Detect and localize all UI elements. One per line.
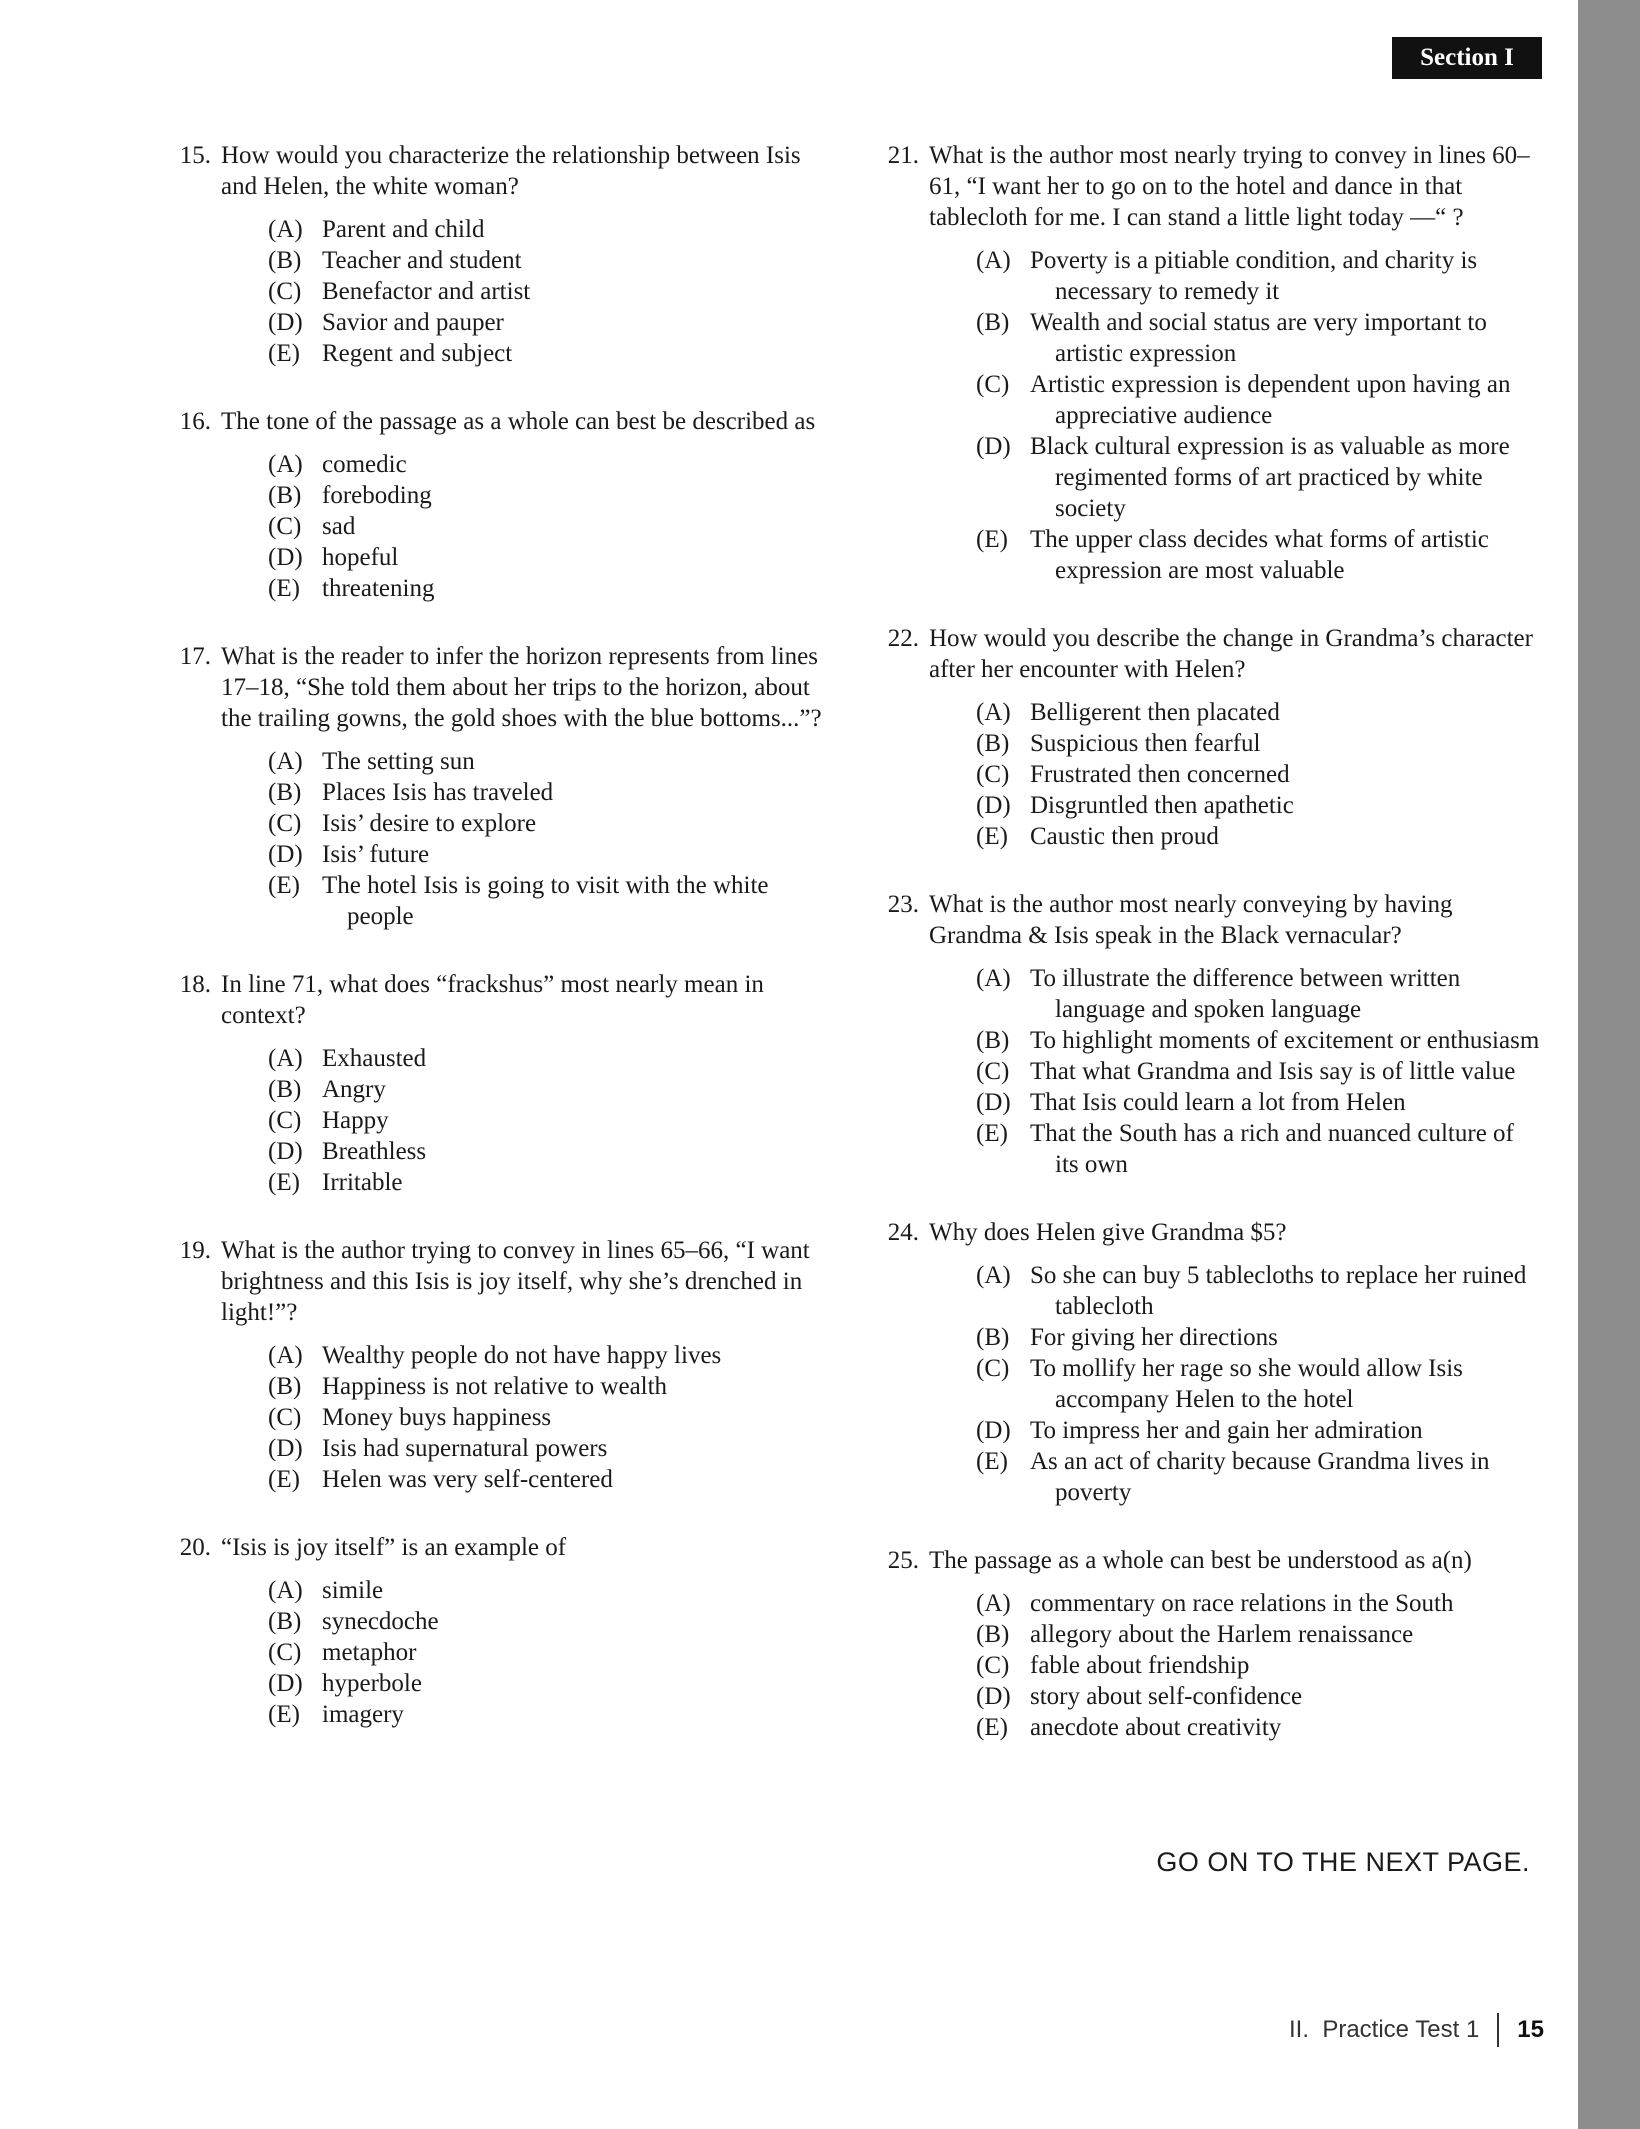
option-letter: (A) — [976, 699, 1011, 726]
option-text: Angry — [322, 1076, 386, 1103]
option-text: Isis had supernatural powers — [322, 1435, 608, 1462]
option-text: comedic — [322, 451, 407, 478]
question-text: The tone of the passage as a whole can best be described as — [221, 408, 816, 435]
question-number: 25. — [887, 1547, 919, 1574]
option-letter: (A) — [268, 1342, 303, 1369]
option-letter: (D) — [268, 1670, 303, 1697]
answer-option — [976, 963, 1542, 1025]
answer-option — [976, 1353, 1542, 1415]
option-letter: (D) — [268, 309, 303, 336]
option-text: Artistic expression is dependent upon having an appreciative audience — [1030, 371, 1511, 429]
option-text: Savior and pauper — [322, 309, 504, 336]
answer-option — [268, 777, 834, 808]
option-letter: (B) — [976, 309, 1010, 336]
answer-option — [268, 1606, 834, 1637]
answer-options — [976, 1260, 1542, 1508]
answer-option — [268, 839, 834, 870]
question-number: 22. — [887, 625, 919, 652]
question-text: What is the reader to infer the horizon represents from lines 17–18, “She told them about her trips to the horizon, about the trailing gowns, the gold shoes with the blue bottoms...”? — [221, 643, 822, 732]
question-item — [887, 1217, 1542, 1508]
answer-options — [976, 245, 1542, 586]
option-text: The upper class decides what forms of artistic expression are most valuable — [1030, 526, 1489, 584]
answer-option — [976, 759, 1542, 790]
question-text: What is the author trying to convey in lines 65–66, “I want brightness and this Isis is joy itself, why she’s drenched in light!”? — [221, 1237, 810, 1326]
option-letter: (A) — [976, 1590, 1011, 1617]
option-letter: (B) — [268, 779, 302, 806]
answer-options — [268, 1043, 834, 1198]
option-letter: (A) — [976, 1262, 1011, 1289]
left-column — [174, 140, 834, 1730]
option-text: allegory about the Harlem renaissance — [1030, 1621, 1414, 1648]
page-edge-bar — [1578, 0, 1640, 2129]
answer-option — [268, 1433, 834, 1464]
option-text: Suspicious then fearful — [1030, 730, 1261, 757]
option-text: Places Isis has traveled — [322, 779, 554, 806]
option-letter: (A) — [268, 451, 303, 478]
option-letter: (D) — [268, 1138, 303, 1165]
option-letter: (C) — [268, 513, 302, 540]
option-text: Regent and subject — [322, 340, 513, 367]
option-text: For giving her directions — [1030, 1324, 1278, 1351]
question-text: The passage as a whole can best be understood as a(n) — [929, 1547, 1472, 1574]
answer-option — [976, 790, 1542, 821]
right-column — [882, 140, 1542, 1743]
option-letter: (E) — [268, 1169, 300, 1196]
option-text: Belligerent then placated — [1030, 699, 1280, 726]
option-text: The setting sun — [322, 748, 475, 775]
option-letter: (C) — [268, 1404, 302, 1431]
question-item — [887, 623, 1542, 852]
answer-option — [976, 1025, 1542, 1056]
option-letter: (E) — [976, 1120, 1008, 1147]
option-text: Disgruntled then apathetic — [1030, 792, 1294, 819]
question-text: In line 71, what does “frackshus” most nearly mean in context? — [221, 971, 764, 1029]
answer-option — [976, 245, 1542, 307]
answer-option — [976, 431, 1542, 524]
question-stem — [887, 140, 1542, 233]
answer-options — [976, 1588, 1542, 1743]
go-on-notice: GO ON TO THE NEXT PAGE. — [1156, 1847, 1530, 1877]
option-text: To impress her and gain her admiration — [1030, 1417, 1423, 1444]
answer-option — [976, 1619, 1542, 1650]
option-letter: (C) — [268, 1107, 302, 1134]
answer-option — [268, 1074, 834, 1105]
answer-option — [976, 1260, 1542, 1322]
answer-option — [976, 1681, 1542, 1712]
question-stem — [887, 889, 1542, 951]
option-text: commentary on race relations in the South — [1030, 1590, 1454, 1617]
answer-options — [268, 746, 834, 932]
answer-option — [268, 1043, 834, 1074]
question-text: How would you describe the change in Grandma’s character after her encounter with Helen? — [929, 625, 1533, 683]
answer-option — [976, 697, 1542, 728]
option-letter: (A) — [976, 965, 1011, 992]
option-text: Wealthy people do not have happy lives — [322, 1342, 722, 1369]
footer-divider — [1497, 2013, 1499, 2047]
option-text: Parent and child — [322, 216, 485, 243]
answer-option — [976, 1118, 1542, 1180]
option-text: simile — [322, 1577, 384, 1604]
option-text: sad — [322, 513, 356, 540]
option-letter: (B) — [976, 730, 1010, 757]
question-text: What is the author most nearly conveying by having Grandma & Isis speak in the Black vernacular? — [929, 891, 1453, 949]
answer-option — [268, 1575, 834, 1606]
question-stem — [887, 1217, 1542, 1248]
option-letter: (D) — [976, 1089, 1011, 1116]
option-letter: (D) — [976, 1417, 1011, 1444]
answer-option — [268, 214, 834, 245]
answer-option — [976, 728, 1542, 759]
option-letter: (D) — [268, 841, 303, 868]
option-text: Isis’ desire to explore — [322, 810, 537, 837]
answer-option — [976, 1322, 1542, 1353]
answer-option — [268, 245, 834, 276]
answer-option — [268, 1105, 834, 1136]
answer-option — [268, 1371, 834, 1402]
option-text: Happy — [322, 1107, 389, 1134]
question-text: What is the author most nearly trying to convey in lines 60–61, “I want her to go on to the hotel and dance in that tablecloth for me. I can stand a little light today —“ ? — [929, 142, 1530, 231]
option-letter: (C) — [268, 810, 302, 837]
option-letter: (C) — [976, 1652, 1010, 1679]
answer-option — [268, 1167, 834, 1198]
option-letter: (C) — [268, 278, 302, 305]
page-number: 15 — [1517, 2016, 1544, 2043]
question-stem — [887, 623, 1542, 685]
answer-option — [268, 870, 834, 932]
option-text: hopeful — [322, 544, 399, 571]
question-stem — [179, 1235, 834, 1328]
option-text: The hotel Isis is going to visit with the white people — [322, 872, 769, 930]
option-letter: (E) — [976, 1714, 1008, 1741]
option-letter: (E) — [976, 1448, 1008, 1475]
question-item — [179, 969, 834, 1198]
answer-option — [976, 1446, 1542, 1508]
answer-option — [268, 307, 834, 338]
question-number: 17. — [179, 643, 211, 670]
option-text: foreboding — [322, 482, 432, 509]
question-number: 16. — [179, 408, 211, 435]
option-letter: (E) — [268, 340, 300, 367]
option-text: Black cultural expression is as valuable as more regimented forms of art practiced by white society — [1030, 433, 1510, 522]
option-text: That the South has a rich and nuanced culture of its own — [1030, 1120, 1514, 1178]
answer-option — [976, 1415, 1542, 1446]
option-text: story about self-confidence — [1030, 1683, 1303, 1710]
answer-option — [268, 276, 834, 307]
question-stem — [179, 406, 834, 437]
answer-options — [268, 1575, 834, 1730]
answer-options — [976, 963, 1542, 1180]
answer-option — [268, 1136, 834, 1167]
answer-options — [976, 697, 1542, 852]
option-text: Exhausted — [322, 1045, 427, 1072]
answer-option — [268, 1637, 834, 1668]
option-letter: (E) — [268, 1466, 300, 1493]
answer-option — [268, 1699, 834, 1730]
answer-options — [268, 1340, 834, 1495]
option-letter: (B) — [976, 1324, 1010, 1351]
question-item — [887, 889, 1542, 1180]
page-footer — [1289, 2010, 1544, 2050]
option-text: As an act of charity because Grandma lives in poverty — [1030, 1448, 1490, 1506]
option-letter: (C) — [268, 1639, 302, 1666]
question-stem — [179, 1532, 834, 1563]
option-text: Breathless — [322, 1138, 427, 1165]
answer-option — [268, 573, 834, 604]
option-text: imagery — [322, 1701, 404, 1728]
option-letter: (B) — [268, 1608, 302, 1635]
option-letter: (D) — [976, 433, 1011, 460]
question-number: 18. — [179, 971, 211, 998]
option-letter: (E) — [976, 526, 1008, 553]
answer-option — [268, 511, 834, 542]
option-text: synecdoche — [322, 1608, 439, 1635]
option-letter: (C) — [976, 1355, 1010, 1382]
option-text: That Isis could learn a lot from Helen — [1030, 1089, 1406, 1116]
option-letter: (A) — [976, 247, 1011, 274]
option-letter: (A) — [268, 216, 303, 243]
option-letter: (B) — [976, 1027, 1010, 1054]
option-letter: (E) — [976, 823, 1008, 850]
answer-option — [976, 821, 1542, 852]
option-text: Frustrated then concerned — [1030, 761, 1290, 788]
answer-option — [268, 1340, 834, 1371]
answer-option — [268, 449, 834, 480]
option-letter: (B) — [976, 1621, 1010, 1648]
option-letter: (B) — [268, 247, 302, 274]
option-text: That what Grandma and Isis say is of little value — [1030, 1058, 1516, 1085]
option-text: anecdote about creativity — [1030, 1714, 1282, 1741]
question-item — [179, 641, 834, 932]
answer-option — [268, 542, 834, 573]
question-number: 20. — [179, 1534, 211, 1561]
answer-option — [976, 369, 1542, 431]
answer-option — [268, 480, 834, 511]
option-letter: (E) — [268, 1701, 300, 1728]
option-letter: (C) — [976, 761, 1010, 788]
question-text: Why does Helen give Grandma $5? — [929, 1219, 1287, 1246]
option-letter: (A) — [268, 1577, 303, 1604]
question-text: How would you characterize the relationship between Isis and Helen, the white woman? — [221, 142, 801, 200]
answer-option — [976, 1588, 1542, 1619]
answer-options — [268, 214, 834, 369]
option-letter: (D) — [268, 1435, 303, 1462]
option-letter: (E) — [268, 575, 300, 602]
option-text: Benefactor and artist — [322, 278, 531, 305]
answer-option — [976, 1712, 1542, 1743]
question-stem — [179, 641, 834, 734]
option-letter: (B) — [268, 1373, 302, 1400]
option-text: To illustrate the difference between written language and spoken language — [1030, 965, 1461, 1023]
option-text: hyperbole — [322, 1670, 422, 1697]
answer-option — [268, 1464, 834, 1495]
question-stem — [179, 140, 834, 202]
answer-option — [268, 338, 834, 369]
option-text: Happiness is not relative to wealth — [322, 1373, 668, 1400]
option-letter: (C) — [976, 1058, 1010, 1085]
question-number: 15. — [179, 142, 211, 169]
option-text: threatening — [322, 575, 435, 602]
option-letter: (C) — [976, 371, 1010, 398]
answer-option — [268, 808, 834, 839]
option-text: So she can buy 5 tablecloths to replace her ruined tablecloth — [1030, 1262, 1527, 1320]
question-item — [887, 1545, 1542, 1743]
option-text: To highlight moments of excitement or enthusiasm — [1030, 1027, 1540, 1054]
answer-option — [268, 1402, 834, 1433]
answer-option — [976, 1650, 1542, 1681]
option-text: Wealth and social status are very important to artistic expression — [1030, 309, 1487, 367]
question-item — [179, 140, 834, 369]
option-text: Irritable — [322, 1169, 403, 1196]
answer-option — [268, 746, 834, 777]
question-item — [179, 1235, 834, 1495]
option-letter: (A) — [268, 1045, 303, 1072]
option-text: Isis’ future — [322, 841, 430, 868]
option-letter: (E) — [268, 872, 300, 899]
question-item — [887, 140, 1542, 586]
option-letter: (B) — [268, 1076, 302, 1103]
option-letter: (A) — [268, 748, 303, 775]
answer-option — [976, 307, 1542, 369]
option-letter: (D) — [976, 792, 1011, 819]
option-text: fable about friendship — [1030, 1652, 1250, 1679]
section-tag: Section I — [1392, 37, 1542, 79]
question-item — [179, 1532, 834, 1730]
option-text: metaphor — [322, 1639, 417, 1666]
option-letter: (D) — [268, 544, 303, 571]
question-number: 23. — [887, 891, 919, 918]
answer-option — [976, 1056, 1542, 1087]
question-stem — [179, 969, 834, 1031]
option-text: Helen was very self-centered — [322, 1466, 613, 1493]
option-text: To mollify her rage so she would allow Isis accompany Helen to the hotel — [1030, 1355, 1463, 1413]
answer-option — [976, 1087, 1542, 1118]
answer-option — [268, 1668, 834, 1699]
footer-label: II. Practice Test 1 — [1288, 2016, 1480, 2043]
answer-options — [268, 449, 834, 604]
question-number: 19. — [179, 1237, 211, 1264]
question-stem — [887, 1545, 1542, 1576]
option-letter: (D) — [976, 1683, 1011, 1710]
question-number: 24. — [887, 1219, 919, 1246]
option-letter: (B) — [268, 482, 302, 509]
option-text: Caustic then proud — [1030, 823, 1219, 850]
option-text: Money buys happiness — [322, 1404, 552, 1431]
question-text: “Isis is joy itself” is an example of — [221, 1534, 567, 1561]
answer-option — [976, 524, 1542, 586]
question-number: 21. — [887, 142, 919, 169]
option-text: Poverty is a pitiable condition, and charity is necessary to remedy it — [1030, 247, 1478, 305]
option-text: Teacher and student — [322, 247, 522, 274]
question-item — [179, 406, 834, 604]
